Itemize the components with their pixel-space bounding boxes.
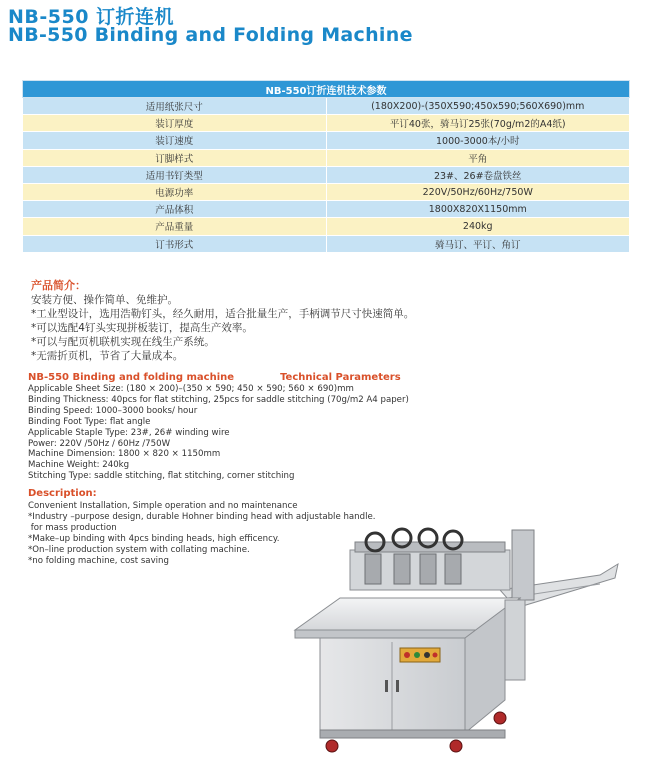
spec-value: 1000-3000本/小时 (326, 132, 630, 149)
spec-row (23, 201, 630, 218)
spec-value: 240kg (326, 218, 630, 235)
en-spec-heading (28, 372, 401, 383)
spec-label: 订脚样式 (23, 149, 327, 166)
en-spec-line: Applicable Staple Type: 23#, 26# winding wire (28, 427, 230, 438)
spec-value: 平角 (326, 149, 630, 166)
spec-row (23, 235, 630, 252)
spec-row (23, 218, 630, 235)
spec-label: 适用纸张尺寸 (23, 98, 327, 115)
spec-value: 23#、26#卷盘铁丝 (326, 166, 630, 183)
machine-photo (280, 520, 630, 770)
intro-line: 安装方便、操作简单、免维护。 (31, 294, 178, 306)
spec-label: 电源功率 (23, 183, 327, 200)
description-heading: Description: (28, 488, 97, 499)
spec-row (23, 183, 630, 200)
spec-value: 平订40张，骑马订25张(70g/m2的A4纸) (326, 115, 630, 132)
spec-label: 适用书钉类型 (23, 166, 327, 183)
description-line: *Make–up binding with 4pcs binding heads, high efficency. (28, 533, 280, 544)
en-spec-line: Stitching Type: saddle stitching, flat stitching, corner stitching (28, 471, 295, 482)
description-line: *On–line production system with collating machine. (28, 544, 250, 555)
description-line: Convenient Installation, Simple operation and no maintenance (28, 501, 298, 511)
spec-table (22, 80, 630, 253)
page-title-zh: NB-550 订折连机 (8, 6, 175, 28)
spec-value: (180X200)-(350X590;450x590;560X690)mm (326, 98, 630, 115)
en-spec-line: Applicable Sheet Size: (180 × 200)–(350 × 590; 450 × 590; 560 × 690)mm (28, 384, 354, 394)
en-spec-line: Binding Speed: 1000–3000 books/ hour (28, 405, 198, 416)
en-spec-line: Machine Dimension: 1800 × 820 × 1150mm (28, 449, 221, 460)
spec-row (23, 166, 630, 183)
description-line: *Industry –purpose design, durable Hohner binding head with adjustable handle. (28, 511, 376, 522)
spec-value: 1800X820X1150mm (326, 201, 630, 218)
spec-row (23, 98, 630, 115)
description-line: for mass production (28, 522, 117, 533)
spec-label: 订书形式 (23, 235, 327, 252)
en-spec-line: Machine Weight: 240kg (28, 460, 130, 471)
page-title-en: NB-550 Binding and Folding Machine (8, 24, 413, 46)
spec-label: 产品体积 (23, 201, 327, 218)
spec-row (23, 115, 630, 132)
spec-value: 220V/50Hz/60Hz/750W (326, 183, 630, 200)
spec-label: 产品重量 (23, 218, 327, 235)
en-spec-line: Binding Thickness: 40pcs for flat stitching, 25pcs for saddle stitching (70g/m2 A4 paper) (28, 394, 409, 405)
en-spec-line: Power: 220V /50Hz / 60Hz /750W (28, 438, 171, 449)
intro-line: *工业型设计，选用浩勒钉头，经久耐用，适合批量生产，手柄调节尺寸快速简单。 (31, 308, 415, 320)
spec-label: 装订厚度 (23, 115, 327, 132)
intro-heading: 产品简介： (31, 279, 86, 292)
intro-line: *可以选配4钉头实现拼板装订，提高生产效率。 (31, 322, 253, 334)
en-spec-list (28, 384, 498, 482)
spec-table-header: NB-550订折连机技术参数 (23, 81, 630, 98)
spec-row (23, 149, 630, 166)
spec-label: 装订速度 (23, 132, 327, 149)
intro-line: *无需折页机，节省了大量成本。 (31, 350, 184, 362)
stitching-frame (350, 529, 534, 600)
en-spec-heading-model: NB-550 Binding and folding machine (28, 372, 235, 383)
intro-text (31, 293, 631, 363)
en-spec-subheading: Technical Parameters (280, 372, 401, 383)
description-line: *no folding machine, cost saving (28, 555, 169, 566)
spec-value: 骑马订、平订、角订 (326, 235, 630, 252)
spec-row (23, 132, 630, 149)
intro-line: *可以与配页机联机实现在线生产系统。 (31, 336, 215, 348)
en-spec-line: Binding Foot Type: flat angle (28, 416, 151, 427)
